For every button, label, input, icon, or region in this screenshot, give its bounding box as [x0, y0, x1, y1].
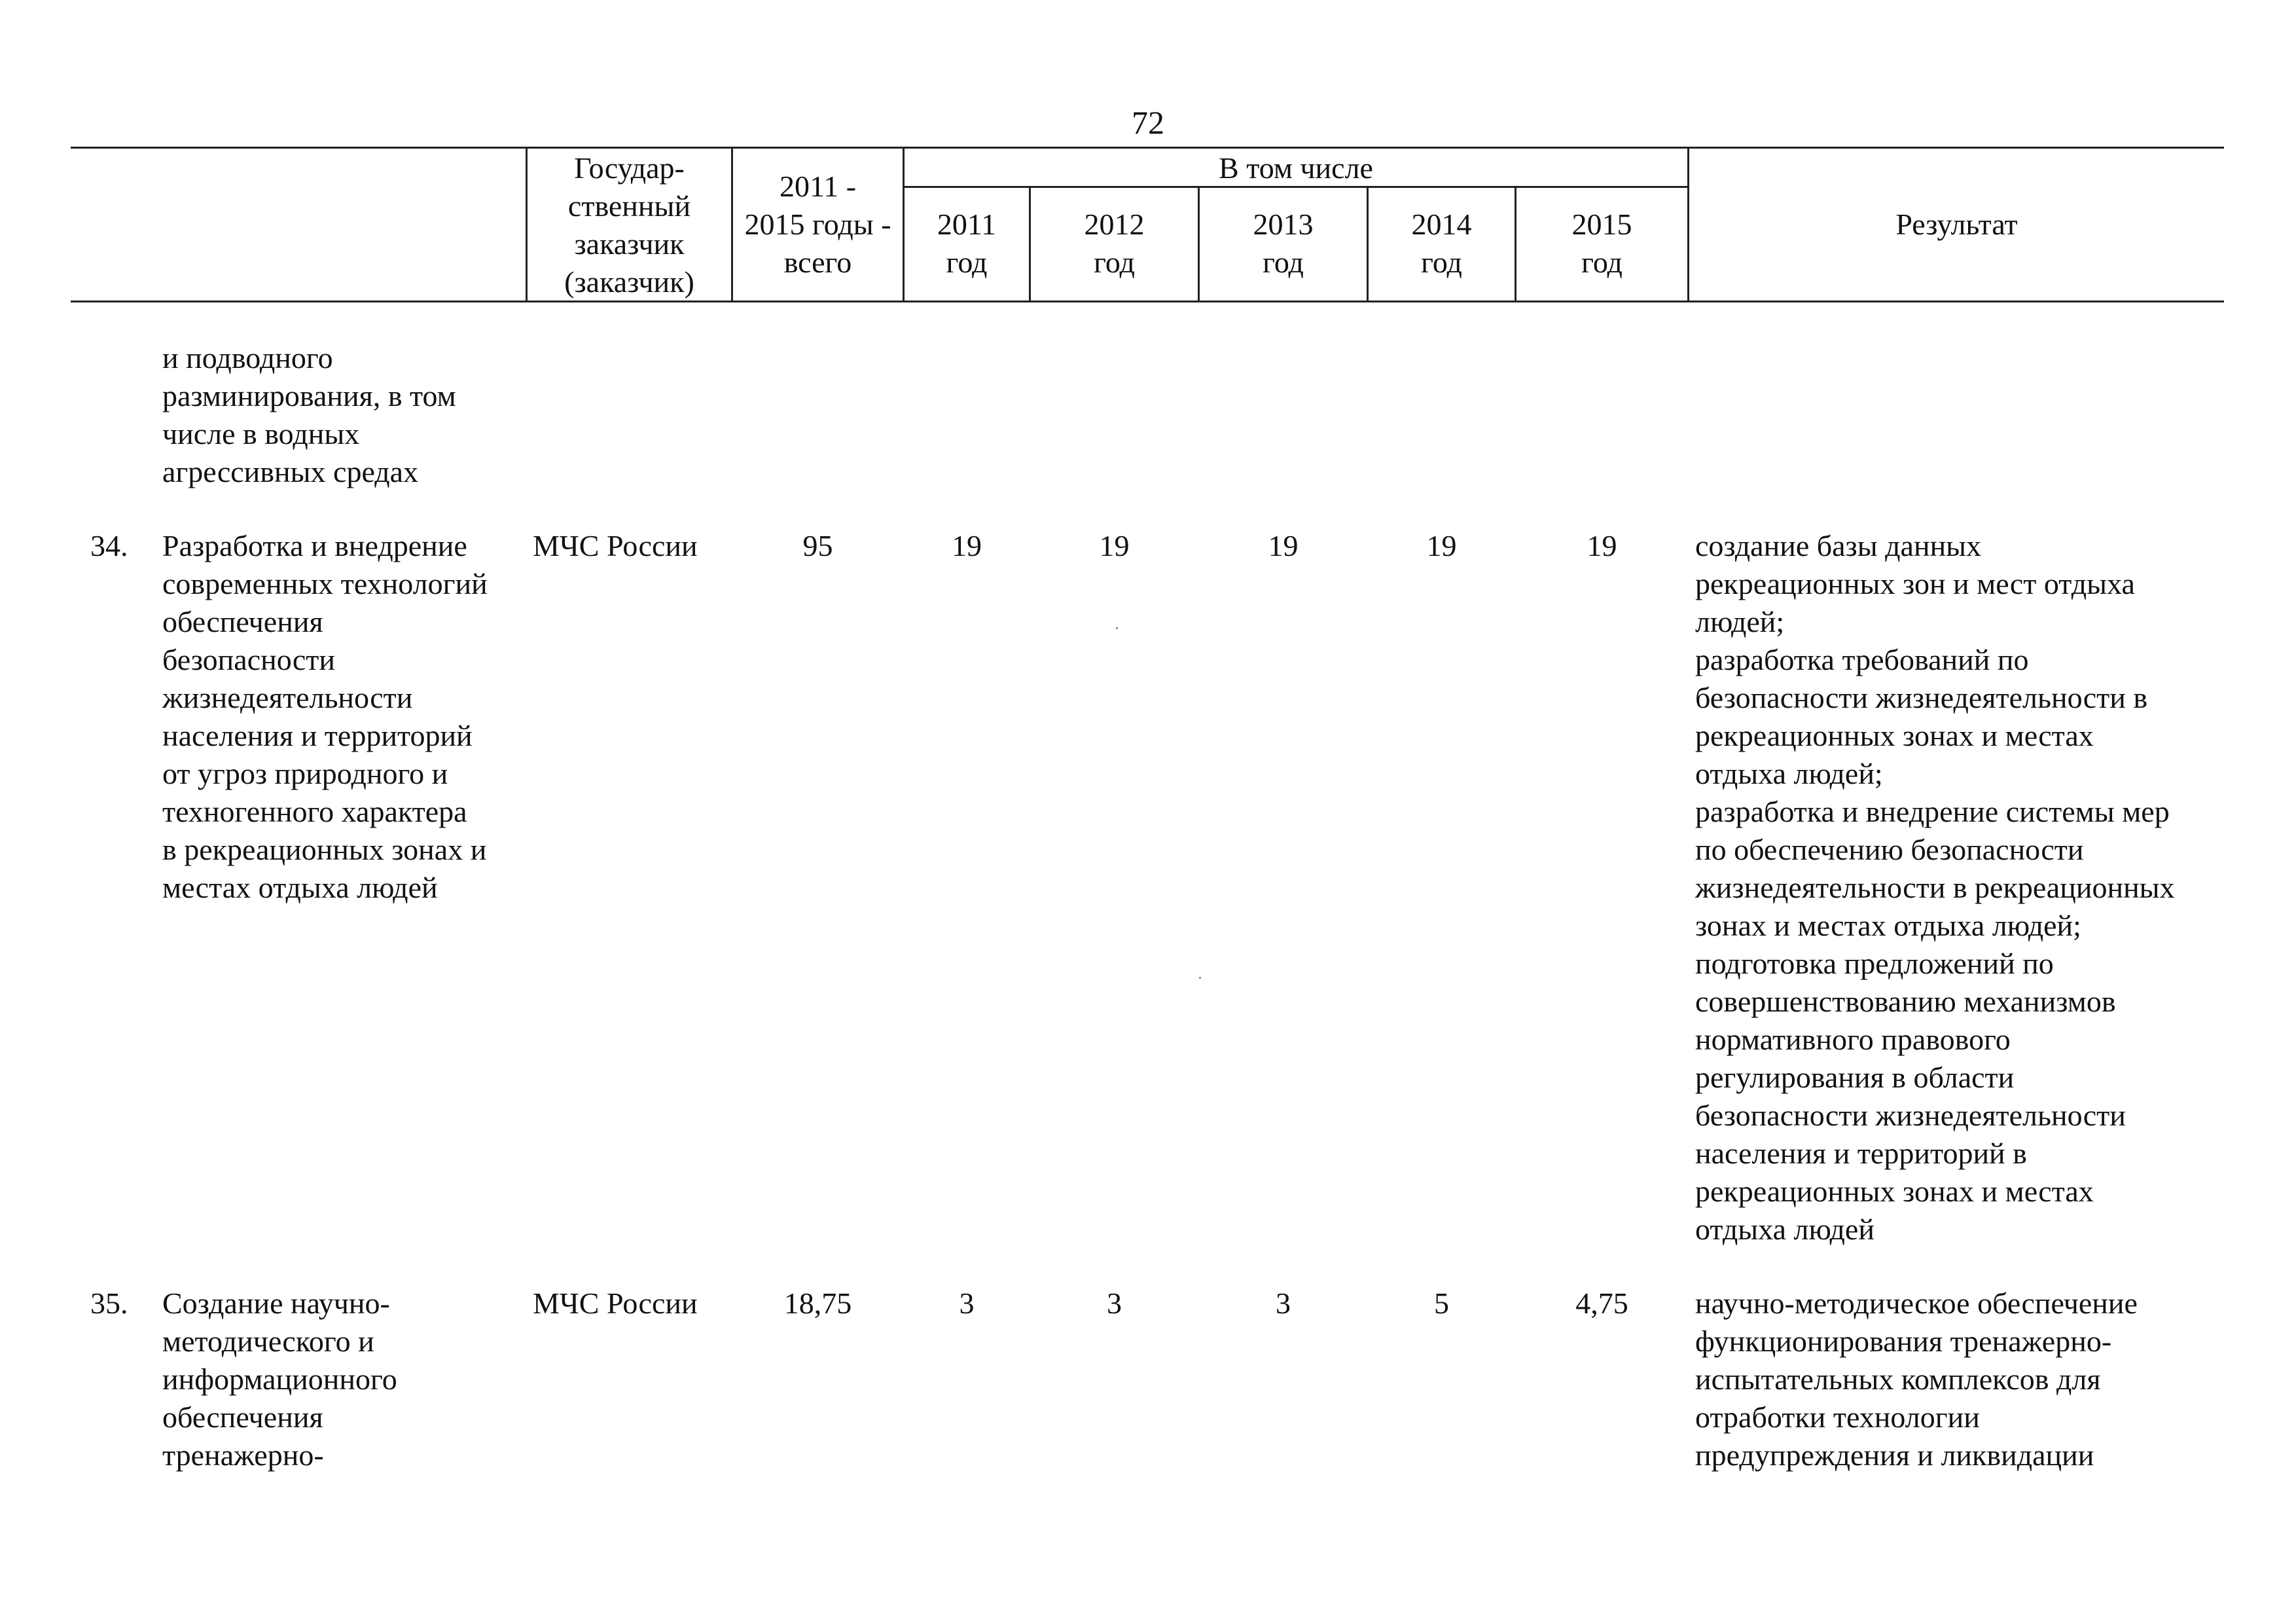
row-total: 95 [802, 529, 833, 562]
row-year-2012: 3 [1107, 1286, 1122, 1320]
scan-speck [1116, 627, 1118, 629]
row-year-2011: 19 [952, 529, 982, 562]
row-year-2014: 19 [1426, 529, 1457, 562]
header-total: 2011 - 2015 годы - всего [744, 170, 891, 279]
page-number: 72 [1132, 104, 1164, 141]
row-customer: МЧС России [533, 1286, 698, 1320]
row-year-2015: 4,75 [1575, 1286, 1628, 1320]
row-result: научно-методическое обеспечение функционирования тренажерно- испытательных комплексов для отработки технологии предупреждения и ликвидации [1695, 1286, 2138, 1472]
header-year-2014: 2014 год [1411, 208, 1472, 279]
row-year-2011: 3 [959, 1286, 975, 1320]
row-year-2013: 3 [1276, 1286, 1291, 1320]
row-number: 34. [90, 529, 128, 562]
continued-item-name: и подводного разминирования, в том числе в водных агрессивных средах [162, 341, 456, 488]
scan-speck [1199, 977, 1201, 979]
row-name: Разработка и внедрение современных технологий обеспечения безопасности жизнедеятельности населения и территорий от угроз природного и техногенного характера в рекреационных зонах и местах отдыха людей [162, 529, 488, 904]
header-result: Результат [1895, 208, 2018, 241]
row-year-2013: 19 [1268, 529, 1299, 562]
header-year-2011: 2011 год [937, 208, 997, 279]
header-year-2015: 2015 год [1571, 208, 1632, 279]
header-bottom-rule [71, 301, 2224, 302]
row-total: 18,75 [783, 1286, 852, 1320]
row-customer: МЧС России [533, 529, 698, 562]
row-number: 35. [90, 1286, 128, 1320]
header-top-rule [71, 147, 2224, 149]
header-customer: Государ- ственный заказчик (заказчик) [564, 151, 694, 299]
row-year-2012: 19 [1099, 529, 1130, 562]
header-year-2012: 2012 год [1084, 208, 1145, 279]
row-name: Создание научно- методического и информационного обеспечения тренажерно- [162, 1286, 397, 1472]
header-year-2013: 2013 год [1253, 208, 1314, 279]
header-including: В том числе [1219, 151, 1373, 185]
row-result: создание базы данных рекреационных зон и мест отдыха людей; разработка требований по безопасности жизнедеятельности в рекреационных зонах и местах отдыха людей; разработка и внедрение системы мер по обеспечению безопасности жизнедеятельности в рекреационных зонах и местах отдыха людей; подготовка предложений по совершенствованию механизмов нормативного правового регулирования в области безопасности жизнедеятельности населения и территорий в рекреационных зонах и местах отдыха людей [1695, 529, 2175, 1246]
row-year-2015: 19 [1587, 529, 1617, 562]
row-year-2014: 5 [1434, 1286, 1449, 1320]
